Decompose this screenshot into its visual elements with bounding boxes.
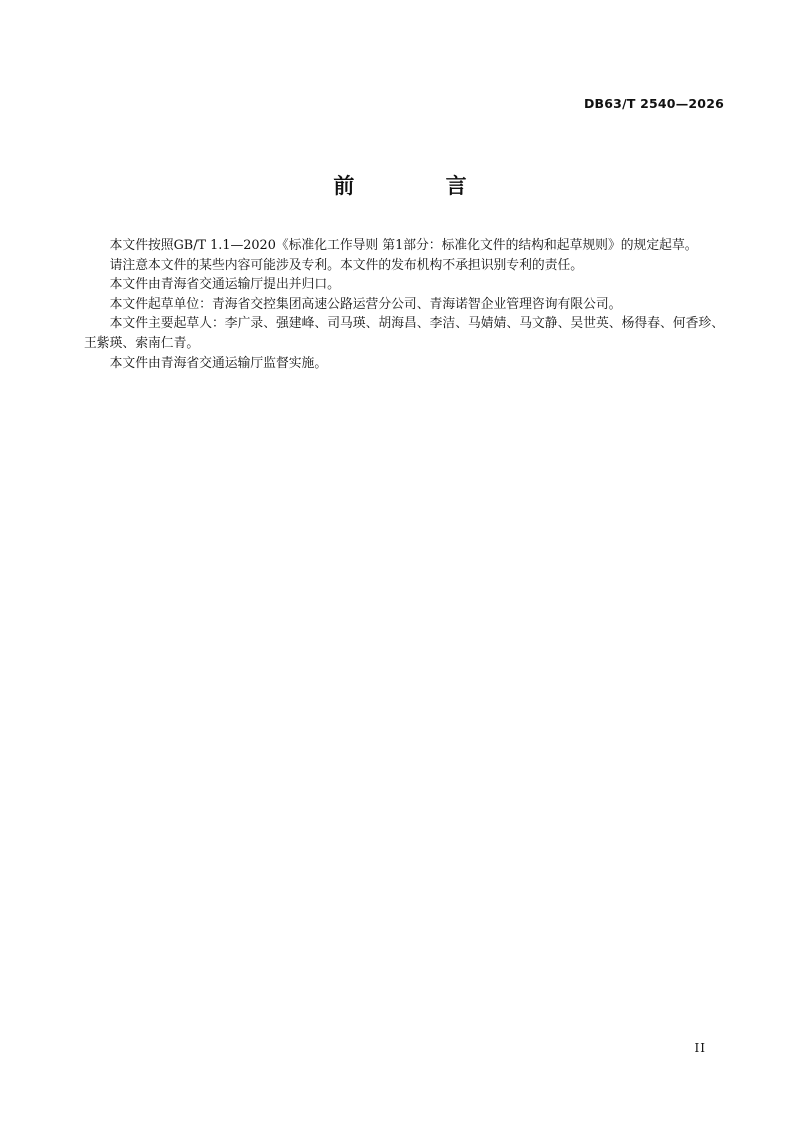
paragraph-patent-notice: 请注意本文件的某些内容可能涉及专利。本文件的发布机构不承担识别专利的责任。: [109, 257, 584, 273]
page-title: 前 言: [333, 174, 509, 198]
paragraph-drafting-rules: 本文件按照GB/T 1.1—2020《标准化工作导则 第1部分：标准化文件的结构和起草规则》的规定起草。: [109, 238, 698, 253]
paragraph-drafters: 本文件主要起草人：李广录、强建峰、司马瑛、胡海昌、李洁、马婧婧、马文静、吴世英、杨得春、何香珍、王紫瑛、索南仁青。: [84, 316, 724, 351]
paragraph-drafting-units: 本文件起草单位：青海省交控集团高速公路运营分公司、青海诺智企业管理咨询有限公司。: [109, 296, 622, 312]
foreword-body: [84, 236, 724, 373]
page-number: II: [694, 1041, 706, 1055]
paragraph-supervision: 本文件由青海省交通运输厅监督实施。: [109, 355, 328, 371]
document-code: DB63/T 2540—2026: [583, 96, 724, 111]
paragraph-proposer: 本文件由青海省交通运输厅提出并归口。: [109, 277, 340, 293]
